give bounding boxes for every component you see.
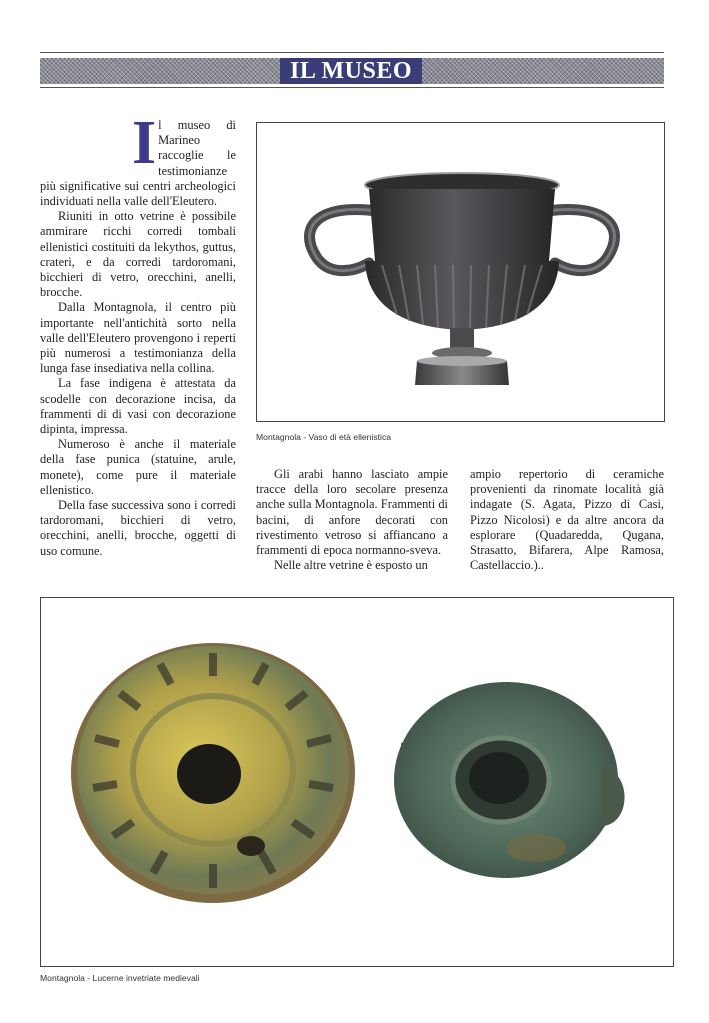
vase-photo xyxy=(256,122,665,422)
drop-cap: I xyxy=(132,109,157,177)
paragraph: Gli arabi hanno lasciato ampie tracce della loro secolare presenza anche sulla Montagnola. Frammenti di bacini, di anfore decorati con rivestimento vetroso si affiancano a frammenti di epoca normanno-sveva. xyxy=(256,467,448,558)
text-column-3 xyxy=(470,467,664,573)
lamp-2-icon xyxy=(394,682,625,878)
lamps-illustration xyxy=(41,598,673,966)
header-rule-bottom xyxy=(40,87,664,88)
paragraph: Numeroso è anche il materiale della fase punica (statuine, arule, monete), come pure il materiale ellenistico. xyxy=(40,437,236,497)
paragraph: La fase indigena è attestata da scodelle con decorazione incisa, da frammenti di di vasi con decorazione dipinta, impressa. xyxy=(40,376,236,437)
paragraph: Dalla Montagnola, il centro più importante nell'antichità sorto nella valle dell'Eleutero provengono i reperti più numerosi a testimonianza della lunga fase insediativa nella collina. xyxy=(40,300,236,376)
page-title: IL MUSEO xyxy=(280,58,422,84)
text-column-2 xyxy=(256,467,448,573)
text-column-1 xyxy=(40,109,236,559)
paragraph: Riuniti in otto vetrine è possibile ammirare ricchi corredi tombali ellenistici costituiti da lekythos, guttus, crateri, e da corredi tardoromani, bicchieri di vetro, orecchini, anelli, brocche. xyxy=(40,209,236,300)
lamps-caption: Montagnola - Lucerne invetriate medievali xyxy=(40,973,200,983)
paragraph: ampio repertorio di ceramiche provenienti da rinomate località già indagate (S. Agata, Pizzo di Casi, Pizzo Nicolosi) e da altre ancora da esplorare (Quadaredda, Qugana, Strasatto, Bifarera, Alpe Ramosa, Castellaccio.).. xyxy=(470,467,664,573)
paragraph: Della fase successiva sono i corredi tardoromani, bicchieri di vetro, orecchini, anelli, brocche, oggetti di uso comune. xyxy=(40,498,236,558)
paragraph: Il museo di Marineo raccoglie le testimonianze più significative sui centri archeologici individuati nella valle dell'Eleutero. xyxy=(40,109,236,209)
lamp-1-icon xyxy=(71,643,355,903)
paragraph: Nelle altre vetrine è esposto un xyxy=(274,558,428,573)
header-rule-top xyxy=(40,52,664,53)
vase-illustration xyxy=(257,123,664,421)
vase-caption: Montagnola - Vaso di età ellenistica xyxy=(256,432,392,442)
lamps-photo xyxy=(40,597,674,967)
